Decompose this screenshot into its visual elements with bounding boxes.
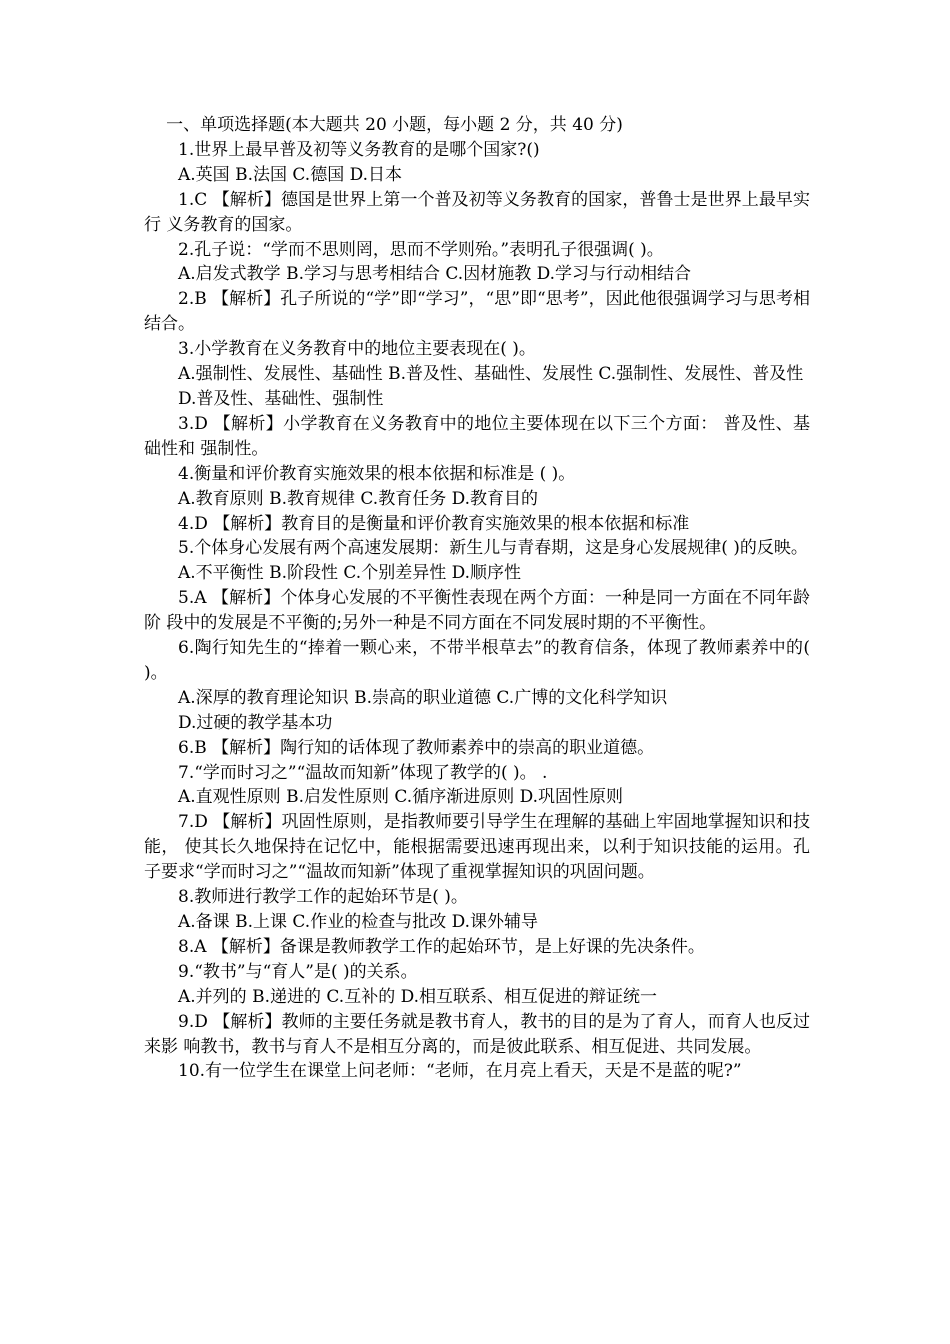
question-3-option-d: D.普及性、基础性、强制性	[178, 388, 384, 409]
question-1-options: A.英国 B.法国 C.德国 D.日本	[178, 164, 403, 185]
question-7-answer: 7.D 【解析】巩固性原则，是指教师要引导学生在理解的基础上牢固地掌握知识和技能， 使其长久地保持在记忆中，能根据需要迅速再现出来，以利于知识技能的运用。孔子要求“学而时习之”“温故而知新”体现了重视掌握知识的巩固问题。	[144, 812, 810, 883]
question-8-options: A.备课 B.上课 C.作业的检查与批改 D.课外辅导	[178, 912, 539, 932]
question-3: 3.小学教育在义务教育中的地位主要表现在( )。	[178, 339, 536, 360]
question-5: 5.个体身心发展有两个高速发展期：新生儿与青春期，这是身心发展规律( )的反映。	[178, 538, 808, 559]
question-9: 9.“教书”与“育人”是( )的关系。	[178, 961, 418, 982]
question-2: 2.孔子说：“学而不思则罔，思而不学则殆。”表明孔子很强调( )。	[178, 239, 664, 260]
question-5-options: A.不平衡性 B.阶段性 C.个别差异性 D.顺序性	[178, 563, 522, 584]
question-4-answer: 4.D 【解析】教育目的是衡量和评价教育实施效果的根本依据和标准	[178, 513, 690, 534]
question-6-answer: 6.B 【解析】陶行知的话体现了教师素养中的崇高的职业道德。	[178, 737, 655, 758]
question-8: 8.教师进行教学工作的起始环节是( )。	[178, 887, 468, 908]
document-page	[144, 113, 810, 1084]
question-9-options: A.并列的 B.递进的 C.互补的 D.相互联系、相互促进的辩证统一	[178, 986, 658, 1007]
question-2-options: A.启发式教学 B.学习与思考相结合 C.因材施教 D.学习与行动相结合	[178, 264, 692, 285]
question-5-answer: 5.A 【解析】个体身心发展的不平衡性表现在两个方面：一种是同一方面在不同年龄阶 段中的发展是不平衡的;另外一种是不同方面在不同发展时期的不平衡性。	[144, 588, 810, 634]
question-9-answer: 9.D 【解析】教师的主要任务就是教书育人，教书的目的是为了育人，而育人也反过来影 响教书，教书与育人不是相互分离的，而是彼此联系、相互促进、共同发展。	[144, 1011, 810, 1057]
question-4-options: A.教育原则 B.教育规律 C.教育任务 D.教育目的	[178, 488, 539, 509]
question-6-options: A.深厚的教育理论知识 B.崇高的职业道德 C.广博的文化科学知识	[178, 687, 668, 708]
question-7-options: A.直观性原则 B.启发性原则 C.循序渐进原则 D.巩固性原则	[178, 787, 624, 808]
question-3-options: A.强制性、发展性、基础性 B.普及性、基础性、发展性 C.强制性、发展性、普及性	[178, 364, 804, 385]
question-6: 6.陶行知先生的“捧着一颗心来，不带半根草去”的教育信条，体现了教师素养中的( )。	[144, 638, 810, 683]
question-1-answer: 1.C 【解析】德国是世界上第一个普及初等义务教育的国家，普鲁士是世界上最早实行 义务教育的国家。	[144, 189, 810, 235]
question-3-answer: 3.D 【解析】小学教育在义务教育中的地位主要体现在以下三个方面： 普及性、基础性和 强制性。	[144, 413, 810, 459]
question-6-option-d: D.过硬的教学基本功	[178, 712, 333, 733]
question-1: 1.世界上最早普及初等义务教育的是哪个国家?()	[178, 139, 540, 160]
question-10: 10.有一位学生在课堂上问老师：“老师，在月亮上看天，天是不是蓝的呢?”	[178, 1061, 742, 1082]
section-title: 一、单项选择题(本大题共 20 小题，每小题 2 分，共 40 分)	[166, 115, 623, 135]
question-4: 4.衡量和评价教育实施效果的根本依据和标准是 ( )。	[178, 463, 576, 484]
question-7: 7.“学而时习之”“温故而知新”体现了教学的( )。 .	[178, 762, 548, 783]
question-8-answer: 8.A 【解析】备课是教师教学工作的起始环节，是上好课的先决条件。	[178, 936, 705, 957]
question-2-answer: 2.B 【解析】孔子所说的“学”即“学习”，“思”即“思考”，因此他很强调学习与思考相结合。	[144, 289, 810, 335]
